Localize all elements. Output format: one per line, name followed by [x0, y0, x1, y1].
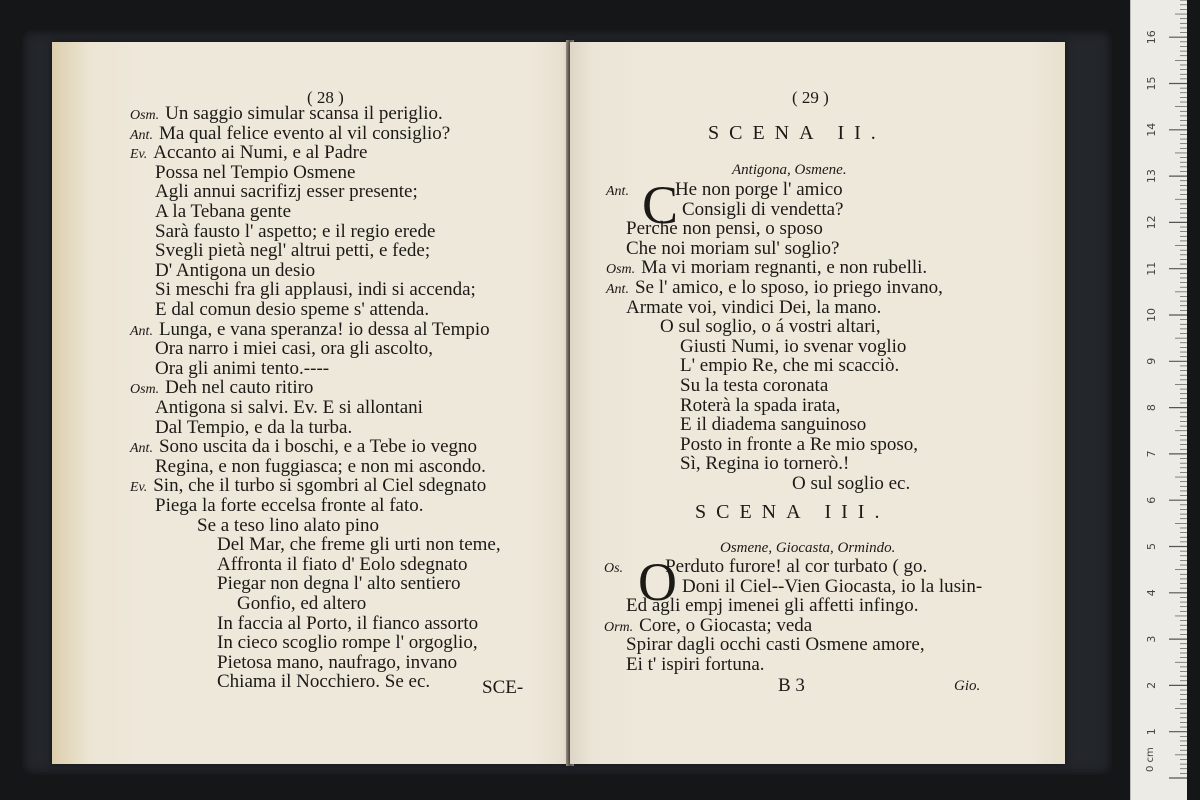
verse-text: Affronta il fiato d' Eolo sdegnato: [217, 553, 468, 575]
ruler-scale: [1131, 0, 1187, 800]
text-line: [155, 222, 435, 242]
verse-text: Gonfio, ed altero: [237, 593, 367, 614]
ruler-label: 13: [1145, 169, 1158, 184]
text-line: [680, 356, 899, 376]
text-line: [155, 457, 486, 477]
verse-text: He non porge l' amico: [674, 179, 843, 200]
text-line: [155, 241, 430, 261]
text-line: [217, 614, 478, 634]
ruler-label: 15: [1145, 76, 1158, 91]
verse-text: Si meschi fra gli applausi, indi si accenda;: [155, 279, 476, 301]
speaker-label: Os.: [604, 561, 624, 576]
verse-text: Su la testa coronata: [680, 375, 829, 396]
verse-text: Pietosa mano, naufrago, invano: [217, 651, 458, 673]
speaker-label: Ant.: [130, 323, 153, 339]
verse-text: Regina, e non fuggiasca; e non mi ascondo.: [155, 455, 486, 477]
scene-3-heading: SCENA III.: [695, 501, 890, 523]
verse-text: Possa nel Tempio Osmene: [155, 161, 356, 183]
text-line: [680, 415, 866, 435]
text-line: [237, 594, 366, 614]
text-line: [680, 376, 828, 396]
drop-cap-o: O: [638, 552, 677, 612]
speaker-label: Ant.: [130, 127, 153, 143]
ruler-label: 9: [1145, 357, 1158, 365]
ruler-label: 11: [1145, 261, 1158, 276]
text-line: [660, 317, 881, 337]
verse-text: Consigli di vendetta?: [682, 198, 844, 220]
text-line: [682, 200, 843, 220]
text-line: [217, 633, 478, 653]
text-line: [155, 359, 329, 379]
verse-text: Ma vi moriam regnanti, e non rubelli.: [641, 257, 928, 279]
verse-text: Ed agli empj imenei gli affetti infingo.: [626, 595, 919, 617]
scene-2-characters: Antigona, Osmene.: [732, 162, 847, 178]
text-line: [155, 163, 355, 183]
catchword-left: SCE-: [482, 677, 524, 698]
drop-cap-c: C: [642, 175, 679, 235]
left-page: [52, 42, 572, 764]
verse-text: Perche non pensi, o sposo: [626, 218, 823, 240]
ruler-label: 5: [1145, 543, 1158, 550]
scene-3-characters: Osmene, Giocasta, Ormindo.: [720, 540, 896, 556]
verse-text: Chiama il Nocchiero. Se ec.: [217, 671, 431, 693]
verse-text: E dal comun desio speme s' attenda.: [155, 299, 430, 320]
verse-text: Dal Tempio, e da la turba.: [155, 416, 353, 438]
verse-text: Se a teso lino alato pino: [197, 514, 380, 536]
verse-text: Ora gli animi tento.----: [155, 357, 330, 379]
verse-text: Del Mar, che freme gli urti non teme,: [217, 534, 501, 556]
text-line: [626, 655, 765, 675]
text-line: [682, 577, 982, 597]
speaker-label: Ev.: [130, 147, 148, 163]
verse-text: Piegar non degna l' alto sentiero: [217, 573, 461, 595]
speaker-label: Osm.: [130, 108, 160, 123]
verse-text: Giusti Numi, io svenar voglio: [680, 335, 907, 357]
ruler-label: 1: [1145, 728, 1158, 736]
text-line: [626, 635, 925, 655]
ruler-label: 6: [1145, 496, 1158, 504]
text-line: [155, 339, 433, 359]
verse-text: Sarà fausto l' aspetto; e il regio erede: [155, 220, 436, 242]
verse-text: Piega la forte eccelsa fronte al fato.: [155, 495, 424, 516]
verse-text: Posto in fronte a Re mio sposo,: [680, 433, 919, 455]
verse-text: E il diadema sanguinoso: [680, 414, 867, 436]
text-line: [155, 280, 476, 300]
verse-text: Core, o Giocasta; veda: [639, 614, 813, 636]
verse-text: Sì, Regina io tornerò.!: [680, 453, 850, 475]
page-number-29: ( 29 ): [792, 88, 829, 107]
text-line: [155, 496, 424, 516]
verse-text: Ma qual felice evento al vil consiglio?: [158, 122, 451, 144]
verse-text: Lunga, e vana speranza! io dessa al Tempio: [158, 318, 490, 340]
verse-text: Ei t' ispiri fortuna.: [626, 654, 765, 675]
text-line: [680, 435, 918, 455]
text-line: [155, 261, 315, 281]
verse-text: Spirar dagli occhi casti Osmene amore,: [626, 634, 925, 656]
verse-text: Che noi moriam sul' soglio?: [626, 237, 840, 259]
verse-text: D' Antigona un desio: [155, 259, 316, 281]
ruler-label: 14: [1145, 122, 1158, 137]
speaker-label: Ev.: [130, 480, 148, 496]
text-line: [197, 516, 379, 536]
verse-text: L' empio Re, che mi scacciò.: [680, 355, 900, 377]
verse-text: Se l' amico, e lo sposo, io priego invano,: [634, 277, 943, 298]
text-line: [217, 535, 501, 555]
verse-text: Antigona si salvi. Ev. E si allontani: [155, 397, 423, 418]
ruler-label: 16: [1145, 30, 1158, 45]
text-line: [217, 555, 468, 575]
measuring-ruler: [1130, 0, 1187, 800]
verse-text: Svegli pietà negl' altrui petti, e fede;: [155, 240, 431, 262]
ruler-label: 12: [1145, 215, 1158, 230]
text-line: [680, 337, 906, 357]
verse-text: In faccia al Porto, il fianco assorto: [217, 612, 479, 634]
ruler-label: 7: [1145, 450, 1158, 458]
speaker-label: Ant.: [606, 282, 629, 297]
text-line: [680, 396, 840, 416]
verse-text: Doni il Ciel--Vien Giocasta, io la lusin-: [682, 575, 983, 597]
text-line: [155, 202, 291, 222]
text-line: [155, 398, 423, 418]
signature-mark: B 3: [778, 675, 805, 696]
verse-text: In cieco scoglio rompe l' orgoglio,: [217, 632, 478, 654]
speaker-label: Orm.: [604, 619, 634, 635]
text-line: [155, 300, 429, 320]
text-line: [626, 596, 919, 616]
speaker-label: Osm.: [606, 262, 636, 278]
verse-text: Armate voi, vindici Dei, la mano.: [626, 296, 882, 318]
text-line: [680, 454, 849, 474]
verse-text: Sono uscita da i boschi, e a Tebe io vegno: [158, 436, 478, 458]
scene-2-heading: SCENA II.: [708, 122, 886, 144]
verse-text: Perduto furore! al cor turbato ( go.: [665, 556, 928, 577]
text-line: [155, 182, 418, 202]
verse-text: Ora narro i miei casi, ora gli ascolto,: [155, 338, 434, 360]
text-line: [626, 239, 839, 259]
text-line: [792, 474, 910, 494]
text-line: [626, 219, 823, 239]
speaker-label: Ant.: [606, 184, 629, 199]
page-number-28: ( 28 ): [307, 88, 344, 107]
speaker-label: Ant.: [130, 441, 153, 457]
text-line: [217, 672, 430, 692]
text-line: [155, 418, 352, 438]
catchword-right: Gio.: [954, 678, 981, 694]
verse-text: A la Tebana gente: [155, 201, 292, 222]
text-line: [217, 653, 457, 673]
ruler-label: 10: [1145, 308, 1158, 322]
right-page: [570, 42, 1065, 764]
verse-text: Sin, che il turbo si sgombri al Ciel sdegnato: [153, 475, 487, 497]
text-line: [626, 298, 881, 318]
ruler-label: 3: [1145, 635, 1158, 643]
verse-text: Agli annui sacrifizj esser presente;: [155, 181, 418, 203]
verse-text: Un saggio simular scansa il periglio.: [165, 103, 443, 124]
verse-text: Accanto ai Numi, e al Padre: [153, 142, 368, 164]
speaker-label: Osm.: [130, 382, 160, 398]
ruler-label: 8: [1145, 404, 1158, 412]
verse-text: O sul soglio, o á vostri altari,: [660, 316, 881, 338]
text-line: [217, 574, 461, 594]
verse-text: O sul soglio ec.: [792, 473, 911, 494]
ruler-label: 4: [1145, 589, 1158, 597]
ruler-label: 2: [1145, 681, 1158, 689]
verse-text: Roterà la spada irata,: [680, 394, 841, 416]
ruler-unit-label: 0 cm: [1145, 747, 1156, 772]
verse-text: Deh nel cauto ritiro: [165, 377, 314, 399]
